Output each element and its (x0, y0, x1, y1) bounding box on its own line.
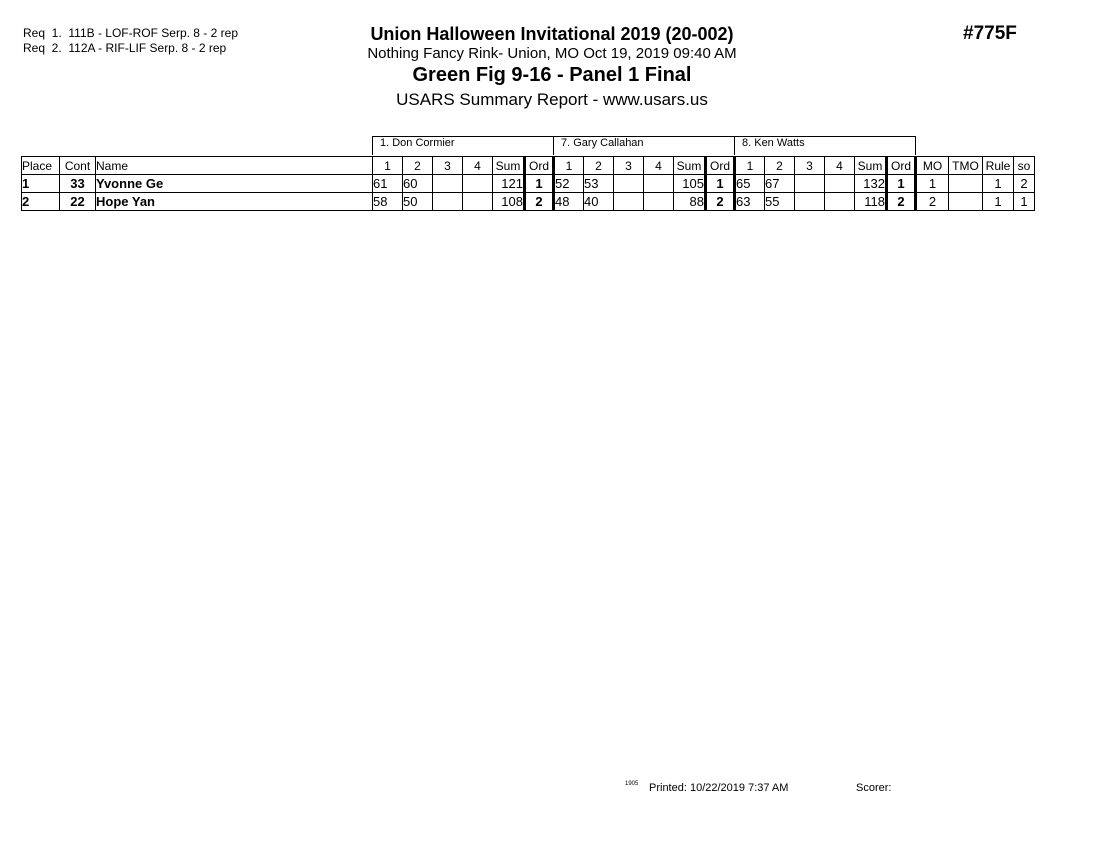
ord-cell: 2 (887, 193, 916, 211)
score-cell: 67 (765, 175, 795, 193)
score-cell: 61 (373, 175, 403, 193)
results-table (21, 156, 1035, 211)
requirement-text: 112A - RIF-LIF Serp. 8 - 2 rep (68, 41, 227, 55)
col-j3-fig-3: 3 (795, 157, 825, 175)
col-j3-sum: Sum (855, 157, 887, 175)
score-cell (614, 175, 644, 193)
ord-cell: 1 (525, 175, 554, 193)
col-j1-fig-3: 3 (433, 157, 463, 175)
cont-cell: 22 (60, 193, 96, 211)
requirement-label: Req 1. (23, 26, 62, 40)
score-cell: 52 (554, 175, 584, 193)
event-code: #775F (963, 23, 1017, 44)
place-cell: 2 (22, 193, 60, 211)
ord-cell: 2 (525, 193, 554, 211)
requirement-label: Req 2. (23, 41, 62, 55)
col-j1-ord: Ord (525, 157, 554, 175)
table-row (22, 193, 1035, 211)
col-so: so (1014, 157, 1035, 175)
table-row (22, 175, 1035, 193)
col-j3-ord: Ord (887, 157, 916, 175)
judge-header-3: 8. Ken Watts (734, 136, 916, 155)
score-cell: 63 (735, 193, 765, 211)
so-cell: 1 (1014, 193, 1035, 211)
col-j2-ord: Ord (706, 157, 735, 175)
mo-cell: 1 (916, 175, 949, 193)
score-cell: 53 (584, 175, 614, 193)
score-cell: 55 (765, 193, 795, 211)
sum-cell: 121 (493, 175, 525, 193)
col-j1-fig-2: 2 (403, 157, 433, 175)
col-j3-fig-4: 4 (825, 157, 855, 175)
mo-cell: 2 (916, 193, 949, 211)
requirement-text: 111B - LOF-ROF Serp. 8 - 2 rep (68, 26, 238, 40)
col-j2-sum: Sum (674, 157, 706, 175)
score-cell: 48 (554, 193, 584, 211)
col-j1-fig-1: 1 (373, 157, 403, 175)
score-cell (795, 175, 825, 193)
scorer-label: Scorer: (856, 782, 892, 794)
event-title: Union Halloween Invitational 2019 (20-002) (370, 24, 734, 44)
col-name: Name (96, 157, 373, 175)
sum-cell: 118 (855, 193, 887, 211)
place-cell: 1 (22, 175, 60, 193)
so-cell: 2 (1014, 175, 1035, 193)
ord-cell: 1 (706, 175, 735, 193)
rule-cell: 1 (983, 193, 1014, 211)
score-cell: 60 (403, 175, 433, 193)
judge-header-2: 7. Gary Callahan (553, 136, 735, 155)
rule-cell: 1 (983, 175, 1014, 193)
col-tmo: TMO (949, 157, 983, 175)
venue-line: Nothing Fancy Rink- Union, MO Oct 19, 2019 09:40 AM (367, 45, 737, 62)
col-j2-fig-4: 4 (644, 157, 674, 175)
sum-cell: 108 (493, 193, 525, 211)
col-j2-fig-3: 3 (614, 157, 644, 175)
tmo-cell (949, 175, 983, 193)
col-j1-sum: Sum (493, 157, 525, 175)
table-header-row (22, 157, 1035, 175)
col-place: Place (22, 157, 60, 175)
score-cell (644, 175, 674, 193)
panel-title: Green Fig 9-16 - Panel 1 Final (412, 64, 692, 86)
sum-cell: 88 (674, 193, 706, 211)
col-mo: MO (916, 157, 949, 175)
report-title: USARS Summary Report - www.usars.us (396, 90, 708, 109)
score-cell: 40 (584, 193, 614, 211)
score-cell (433, 193, 463, 211)
score-cell (644, 193, 674, 211)
score-cell (795, 193, 825, 211)
judge-header-1: 1. Don Cormier (372, 136, 554, 155)
version-mark: 1905 (625, 781, 639, 787)
score-cell (433, 175, 463, 193)
cont-cell: 33 (60, 175, 96, 193)
col-j2-fig-2: 2 (584, 157, 614, 175)
score-cell (825, 175, 855, 193)
col-j2-fig-1: 1 (554, 157, 584, 175)
sum-cell: 105 (674, 175, 706, 193)
name-cell: Yvonne Ge (96, 175, 373, 193)
col-j1-fig-4: 4 (463, 157, 493, 175)
score-cell (463, 193, 493, 211)
score-cell: 65 (735, 175, 765, 193)
score-cell (825, 193, 855, 211)
sum-cell: 132 (855, 175, 887, 193)
col-j3-fig-2: 2 (765, 157, 795, 175)
col-rule: Rule (983, 157, 1014, 175)
score-cell: 58 (373, 193, 403, 211)
score-cell (463, 175, 493, 193)
col-cont: Cont (60, 157, 96, 175)
col-j3-fig-1: 1 (735, 157, 765, 175)
ord-cell: 2 (706, 193, 735, 211)
printed-timestamp: Printed: 10/22/2019 7:37 AM (649, 782, 789, 794)
score-cell (614, 193, 644, 211)
tmo-cell (949, 193, 983, 211)
ord-cell: 1 (887, 175, 916, 193)
name-cell: Hope Yan (96, 193, 373, 211)
score-cell: 50 (403, 193, 433, 211)
